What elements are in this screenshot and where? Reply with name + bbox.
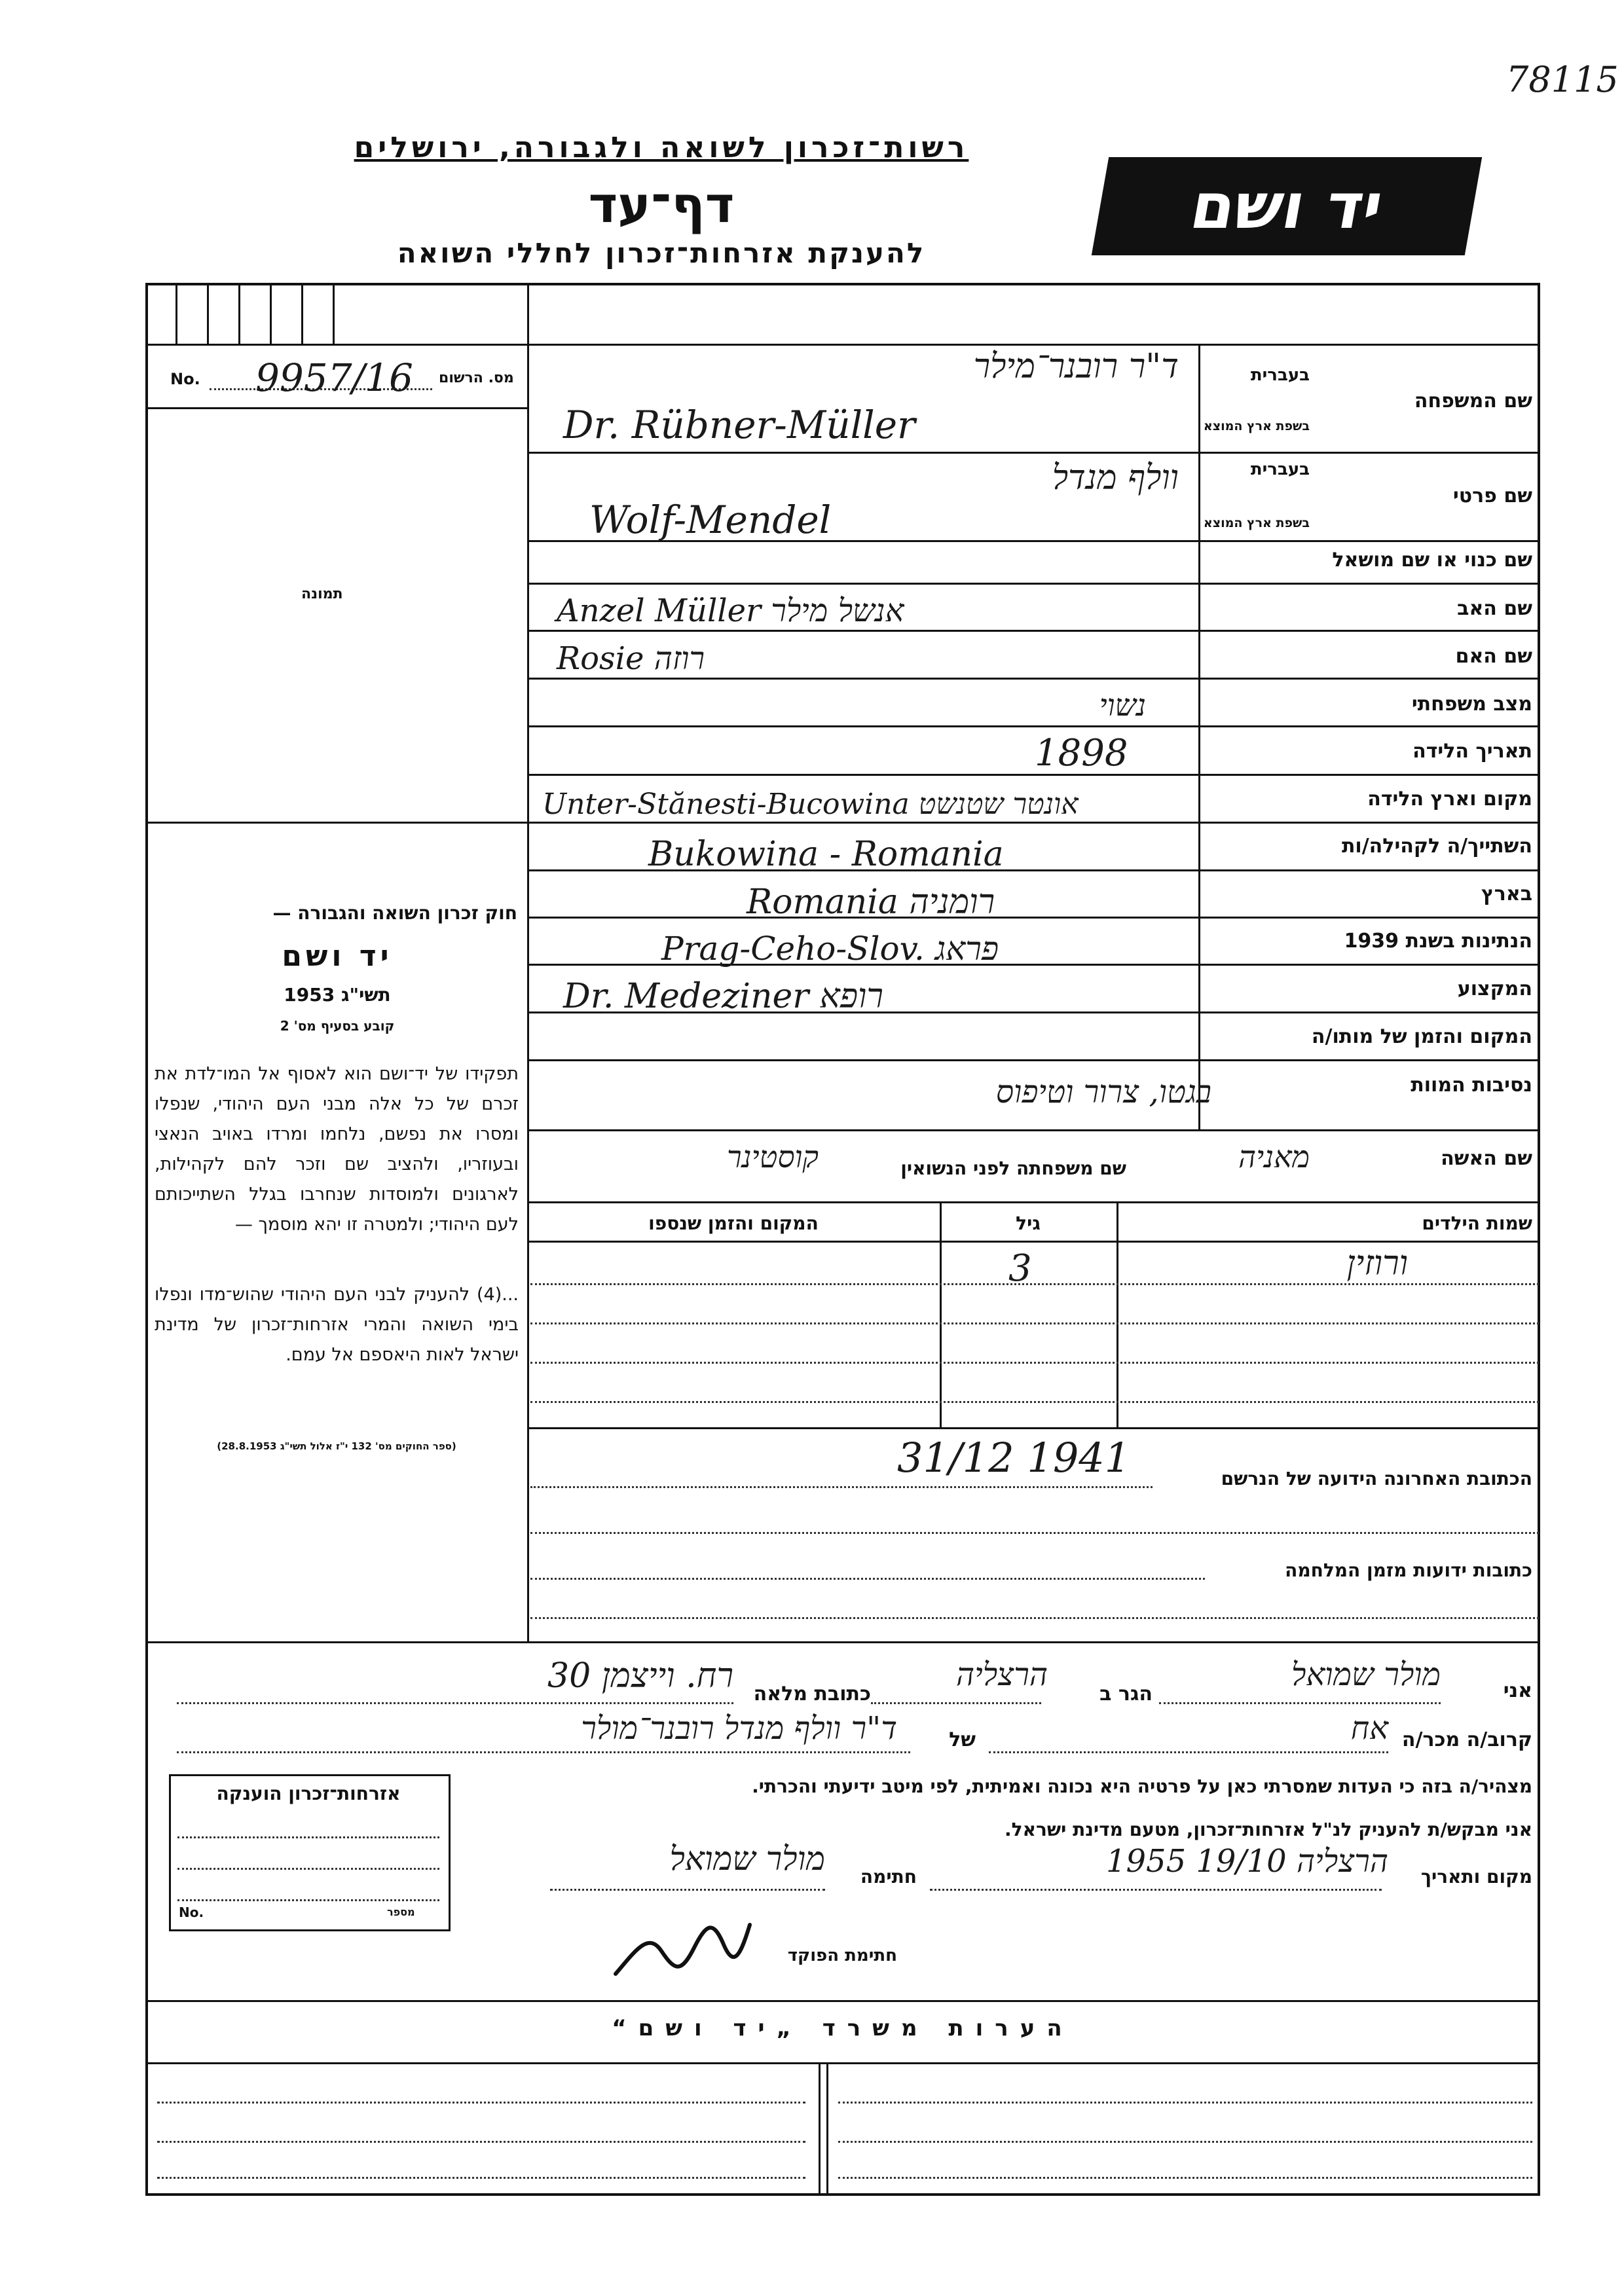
declaration-request: אני מבקש/ת להעניק לנ"ל אזרחות־זכרון, מטעם מדינת ישראל.	[1005, 1819, 1532, 1840]
law-title: חוק זכרון השואה והגבורה —	[272, 902, 517, 924]
value-maiden-name: קוסטינר	[727, 1139, 819, 1175]
label-last-address: הכתובת האחרונה הידועה של הנרשם	[1221, 1468, 1532, 1489]
office-notes-title: הערות משרד „יד ושם“	[612, 2015, 1074, 2041]
value-wife-name: מאניה	[1238, 1139, 1310, 1175]
label-family-hebrew: בעברית	[1250, 365, 1310, 385]
label-age: גיל	[1016, 1212, 1041, 1234]
value-country: Romania רומניה	[747, 883, 995, 922]
label-death-circumstances: נסיבות המוות	[1411, 1074, 1532, 1097]
label-death-place-time: המקום והזמן של מותו/ה	[1311, 1025, 1532, 1048]
value-first-hebrew: וולף מנדל	[1052, 458, 1179, 498]
label-community: השתייך/ה לקהילה/ות	[1341, 835, 1532, 858]
label-family-origin: בשפת ארץ המוצא	[1203, 419, 1310, 433]
label-signature: חתימה	[860, 1866, 917, 1887]
authority-line: רשות־זכרון לשואה ולגבורה, ירושלים	[354, 131, 969, 164]
label-family-name: שם המשפחה	[1414, 390, 1532, 412]
value-birth-date: 1898	[1035, 732, 1128, 774]
citizenship-granted-box	[169, 1774, 451, 1931]
label-of: של	[949, 1728, 976, 1751]
box-title: אזרחות־זכרון הוענקה	[216, 1783, 401, 1804]
value-signature: מולר שמואל	[669, 1840, 825, 1878]
law-text: תפקידו של יד־ושם הוא לאסוף אל המו־לדת את זכרם של כל אלה מבני העם היהודי, שנפלו ומסרו את נפשם, נלחמו ומרדו באויב הנאצי ובעוזריו, ולהציב שם וזכר להם לקהילות, לארגונים ולמוסדות שנחרבו בגלל השתייכותם לעם היהודי; ולמטרה זו יהא מוסמך —	[155, 1064, 519, 1235]
label-place-date: מקום ותאריך	[1420, 1866, 1532, 1887]
label-i: אני	[1503, 1679, 1532, 1702]
registration-value: 9957/16	[255, 355, 413, 400]
law-text-clause4: ...(4) להעניק לבני העם היהודי שהוש־מדו ונפלו בימי השואה והמרי אזרחות־זכרון של מדינת ישראל לאות היאספם אל עמם.	[155, 1285, 519, 1365]
value-place-date: הרצליה 19/10 1955	[1105, 1843, 1388, 1880]
label-nickname: שם כנוי או שם מושאל	[1332, 549, 1532, 572]
value-citizenship: Prag-Ceho-Slov. פראג	[661, 930, 999, 968]
value-relation: אח	[1350, 1710, 1388, 1747]
label-officer-signature: חתימת הפוקד	[787, 1946, 897, 1965]
value-last-address: 31/12 1941	[897, 1434, 1131, 1482]
yad-vashem-logo: יד ושם	[1092, 157, 1482, 255]
value-declarant: מולר שמואל	[1291, 1656, 1441, 1693]
value-address: רח. וייצמן 30	[547, 1656, 733, 1696]
declaration-statement: מצהיר/ה בזה כי העדות שמסרתי כאן על פרטיה היא נכונה ואמיתית, לפי מיטב ידיעתי והכרתי.	[752, 1776, 1532, 1797]
label-marital-status: מצב משפחתי	[1411, 693, 1532, 716]
value-family-origin: Dr. Rübner-Müller	[563, 403, 915, 447]
value-first-origin: Wolf-Mendel	[589, 498, 832, 542]
label-first-hebrew: בעברית	[1250, 460, 1310, 479]
label-mother: שם האם	[1455, 645, 1532, 668]
value-child-age: 3	[1008, 1247, 1032, 1290]
archive-ref-number: 78115	[1506, 59, 1619, 100]
label-birth-date: תאריך הלידה	[1412, 740, 1532, 763]
label-father: שם האב	[1457, 597, 1532, 620]
box-no-label: No.	[179, 1904, 204, 1920]
value-death-circumstances: בגטו, צרור וטיפוס	[995, 1074, 1211, 1110]
value-community: Bukowina - Romania	[648, 835, 1004, 874]
label-country: בארץ	[1481, 883, 1532, 905]
value-of-person: ד"ר וולף מנדל רובנר־מולר	[581, 1710, 897, 1747]
label-maiden-name: שם משפחתה לפני הנשואין	[900, 1157, 1126, 1179]
registration-number: No. 9957/16 מס. הרשום	[170, 355, 514, 400]
label-resides: הגר ב	[1099, 1683, 1153, 1705]
label-children-names: שמות הילדים	[1422, 1212, 1532, 1234]
value-child-name: ורוזין	[1346, 1244, 1408, 1283]
label-war-addresses: כתובות ידועות מזמן המלחמה	[1285, 1559, 1532, 1581]
form-subtitle: להענקת אזרחות־זכרון לחללי השואה	[397, 237, 926, 269]
officer-signature-scribble	[609, 1912, 760, 1984]
box-number-label: מספר	[387, 1906, 415, 1918]
value-father: Anzel Müller אנשל מילר	[557, 592, 904, 629]
label-birth-place: מקום וארץ הלידה	[1367, 788, 1532, 811]
law-name: יד ושם	[282, 939, 393, 973]
value-family-hebrew: ד"ר רובנר־מילר	[973, 347, 1179, 386]
photo-label: תמונה	[301, 586, 343, 602]
label-profession: המקצוע	[1457, 977, 1532, 1000]
value-profession: Dr. Medeziner רופא	[563, 977, 883, 1016]
label-child-death: המקום והזמן שנספו	[648, 1212, 819, 1234]
value-birth-place: Unter-Stănesti-Bucowina אונטר שטנשט	[542, 788, 1079, 821]
value-mother: Rosie רוזה	[557, 640, 705, 677]
law-source: (ספר החוקים מס' 132 י"ז אלול תשי"ג 28.8.1953)	[217, 1440, 456, 1452]
label-wife-name: שם האשה	[1441, 1147, 1532, 1170]
label-first-origin: בשפת ארץ המוצא	[1203, 516, 1310, 530]
form-title: דף־עד	[588, 175, 735, 234]
label-full-address: כתובת מלאה	[753, 1683, 871, 1705]
value-city: הרצליה	[955, 1656, 1048, 1693]
value-marital: נשוי	[1099, 687, 1146, 723]
law-clause: קובע בסעיף מס' 2	[280, 1018, 395, 1034]
label-first-name: שם פרטי	[1452, 484, 1532, 507]
label-citizenship-1939: הנתינות בשנת 1939	[1344, 930, 1532, 953]
label-relation: קרוב/ה מכר/ה	[1401, 1728, 1532, 1751]
law-year: תשי"ג 1953	[284, 984, 391, 1006]
